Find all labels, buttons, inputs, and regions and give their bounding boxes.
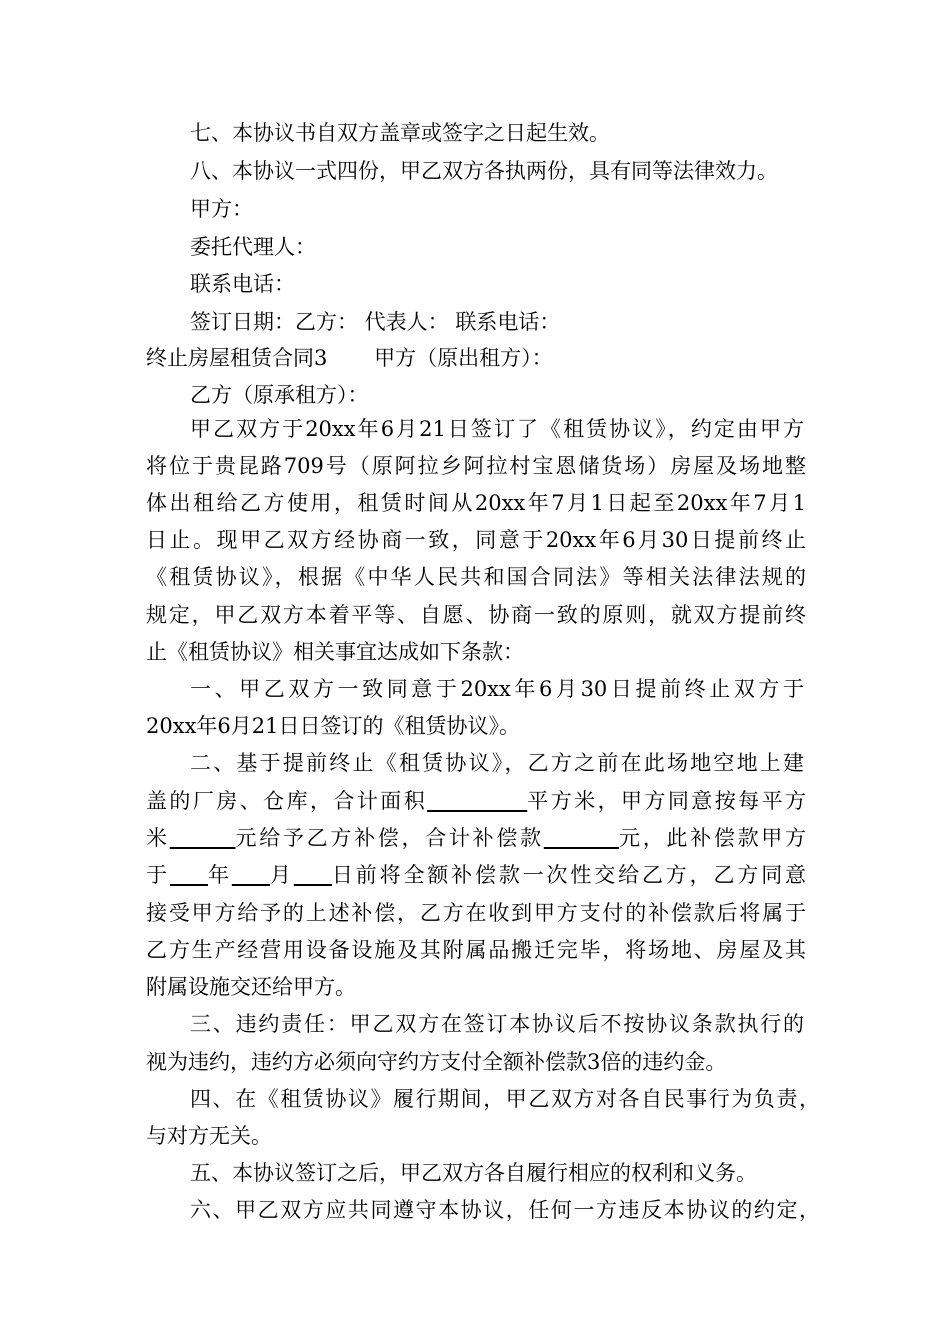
- clause-2-line: 乙方生产经营用设备设施及其附属品搬迁完毕，将场地、房屋及其: [146, 938, 806, 962]
- body-line: 规定，甲乙双方本着平等、自愿、协商一致的原则，就双方提前终: [146, 603, 806, 627]
- clause-4-line: 四、在《租赁协议》履行期间，甲乙双方对各自民事行为负责，: [190, 1087, 820, 1111]
- clause-2-text: 年: [207, 863, 232, 887]
- clause-7: 七、本协议书自双方盖章或签字之日起生效。: [190, 121, 610, 145]
- total-amount-blank: [544, 826, 619, 850]
- clause-1-line: 20xx年6月21日日签订的《租赁协议》。: [146, 714, 520, 738]
- party-a-label: 甲方：: [190, 197, 253, 221]
- clause-2-line: [146, 787, 806, 815]
- clause-2-text: 日前将全额补偿款一次性交给乙方，乙方同意: [331, 863, 807, 887]
- body-line: 甲乙双方于20xx年6月21日签订了《租赁协议》，约定由甲方: [190, 417, 804, 441]
- clause-3-line: 三、违约责任：甲乙双方在签订本协议后不按协议条款执行的: [190, 1012, 804, 1036]
- area-blank: [427, 789, 527, 813]
- body-line: 体出租给乙方使用，租赁时间从20xx年7月1日起至20xx年7月1: [146, 491, 806, 515]
- clause-4-line: 与对方无关。: [146, 1124, 272, 1148]
- body-line: 《租赁协议》，根据《中华人民共和国合同法》等相关法律法规的: [146, 565, 806, 589]
- agent-label: 委托代理人：: [190, 235, 316, 259]
- clause-5-line: 五、本协议签订之后，甲乙双方各自履行相应的权利和义务。: [190, 1161, 757, 1185]
- clause-2-text: 月: [269, 863, 294, 887]
- clause-6-line: 六、甲乙双方应共同遵守本协议，任何一方违反本协议的约定，: [190, 1198, 820, 1222]
- year-blank: [170, 863, 208, 887]
- signing-line: 签订日期：乙方： 代表人： 联系电话：: [190, 310, 561, 334]
- clause-2-text: 米: [146, 826, 170, 850]
- body-line: 将位于贵昆路709号（原阿拉乡阿拉村宝恩储货场）房屋及场地整: [146, 454, 806, 478]
- clause-2-text: 平方米，甲方同意按每平方: [527, 789, 806, 813]
- day-blank: [294, 863, 332, 887]
- clause-1-line: 一、甲乙双方一致同意于20xx年6月30日提前终止双方于: [190, 677, 804, 701]
- phone-label: 联系电话：: [190, 272, 295, 296]
- unit-price-blank: [170, 826, 236, 850]
- body-line: 止《租赁协议》相关事宜达成如下条款：: [146, 640, 524, 664]
- clause-2-line: 接受甲方给予的上述补偿，乙方在收到甲方支付的补偿款后将属于: [146, 901, 806, 925]
- body-line: 日止。现甲乙双方经协商一致，同意于20xx年6月30日提前终止: [146, 528, 806, 552]
- clause-2-line: 附属设施交还给甲方。: [146, 975, 356, 999]
- clause-3-line: 视为违约，违约方必须向守约方支付全额补偿款3倍的违约金。: [146, 1050, 727, 1074]
- month-blank: [232, 863, 270, 887]
- clause-2-text: 元，此补偿款甲方: [618, 826, 807, 850]
- clause-2-line: [146, 861, 806, 889]
- clause-8: 八、本协议一式四份，甲乙双方各执两份，具有同等法律效力。: [190, 159, 778, 183]
- clause-2-line: 二、基于提前终止《租赁协议》，乙方之前在此场地空地上建: [190, 751, 804, 775]
- party-b-label: 乙方（原承租方）：: [190, 383, 369, 407]
- clause-2-text: 元给予乙方补偿，合计补偿款: [235, 826, 544, 850]
- clause-2-line: [146, 824, 806, 852]
- contract-title-line: 终止房屋租赁合同3 甲方（原出租方）：: [146, 346, 553, 370]
- clause-2-text: 于: [146, 863, 170, 887]
- clause-2-text: 盖的厂房、仓库，合计面积: [146, 789, 428, 813]
